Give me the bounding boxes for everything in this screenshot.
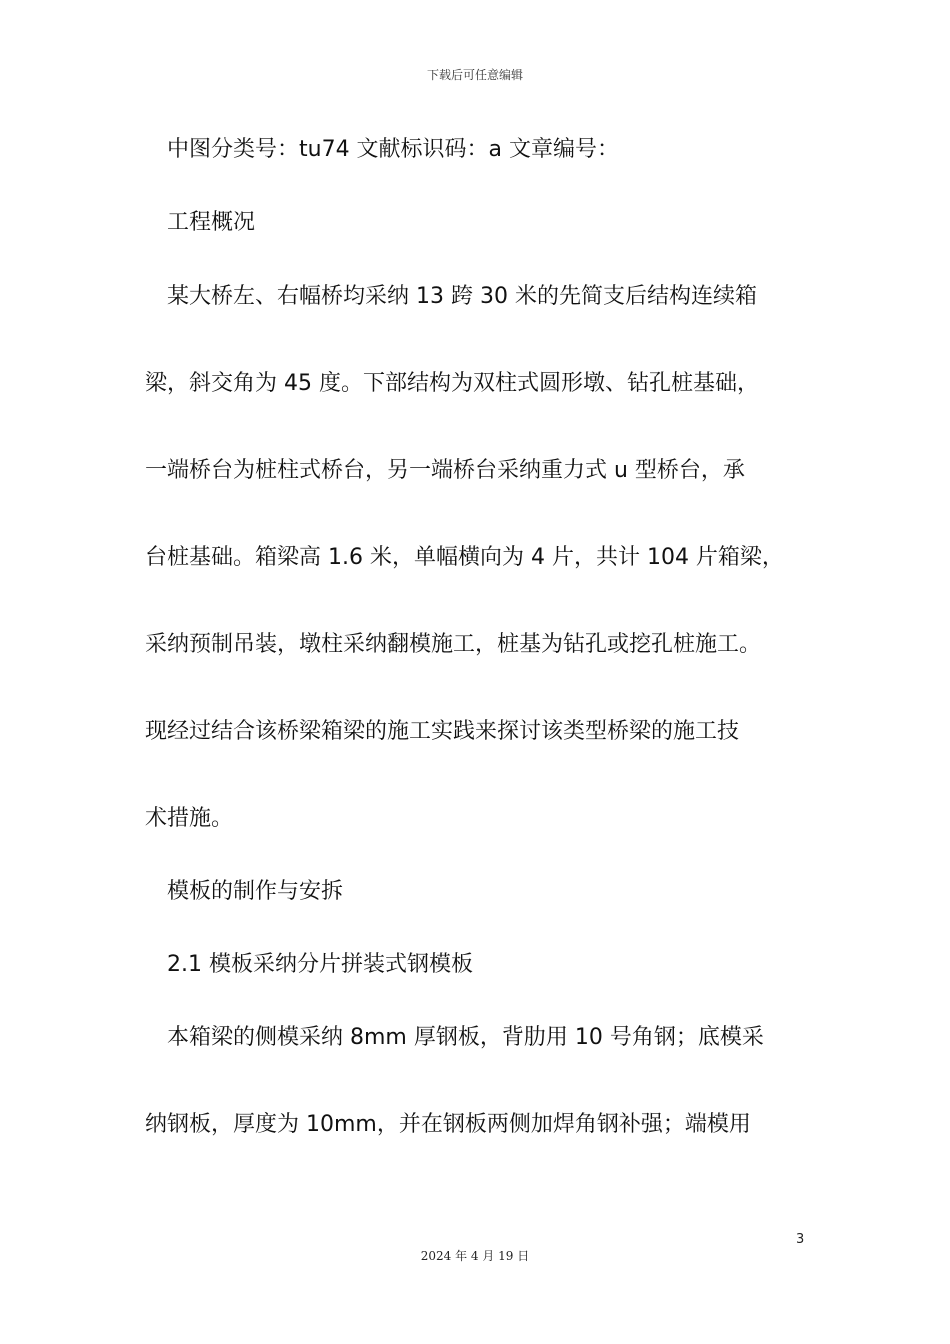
text-line-classification: 中图分类号：tu74 文献标识码：a 文章编号：: [167, 137, 620, 162]
text-line: 本箱梁的侧模采纳 8mm 厚钢板，背肋用 10 号角钢；底模采: [167, 1025, 764, 1050]
text-line: 纳钢板，厚度为 10mm，并在钢板两侧加焊角钢补强；端模用: [145, 1112, 751, 1137]
page-footer-date: 2024 年 4 月 19 日: [420, 1249, 530, 1263]
text-line: 某大桥左、右幅桥均采纳 13 跨 30 米的先简支后结构连续箱: [167, 284, 757, 309]
text-line: 一端桥台为桩柱式桥台，另一端桥台采纳重力式 u 型桥台，承: [145, 458, 745, 483]
text-line: 现经过结合该桥梁箱梁的施工实践来探讨该类型桥梁的施工技: [145, 719, 740, 744]
text-line: 术措施。: [145, 806, 234, 831]
text-line: 梁，斜交角为 45 度。下部结构为双柱式圆形墩、钻孔桩基础，: [145, 371, 759, 396]
text-line: 台桩基础。箱梁高 1.6 米，单幅横向为 4 片，共计 104 片箱梁，: [145, 545, 784, 570]
page-number: 3: [796, 1232, 805, 1247]
page-header: 下载后可任意编辑: [426, 68, 523, 82]
heading-formwork: 模板的制作与安拆: [167, 879, 344, 904]
heading-project-overview: 工程概况: [167, 210, 256, 235]
text-line: 采纳预制吊装，墩柱采纳翻模施工，桩基为钻孔或挖孔桩施工。: [145, 632, 762, 657]
heading-section-2-1: 2.1 模板采纳分片拼装式钢模板: [167, 952, 473, 977]
